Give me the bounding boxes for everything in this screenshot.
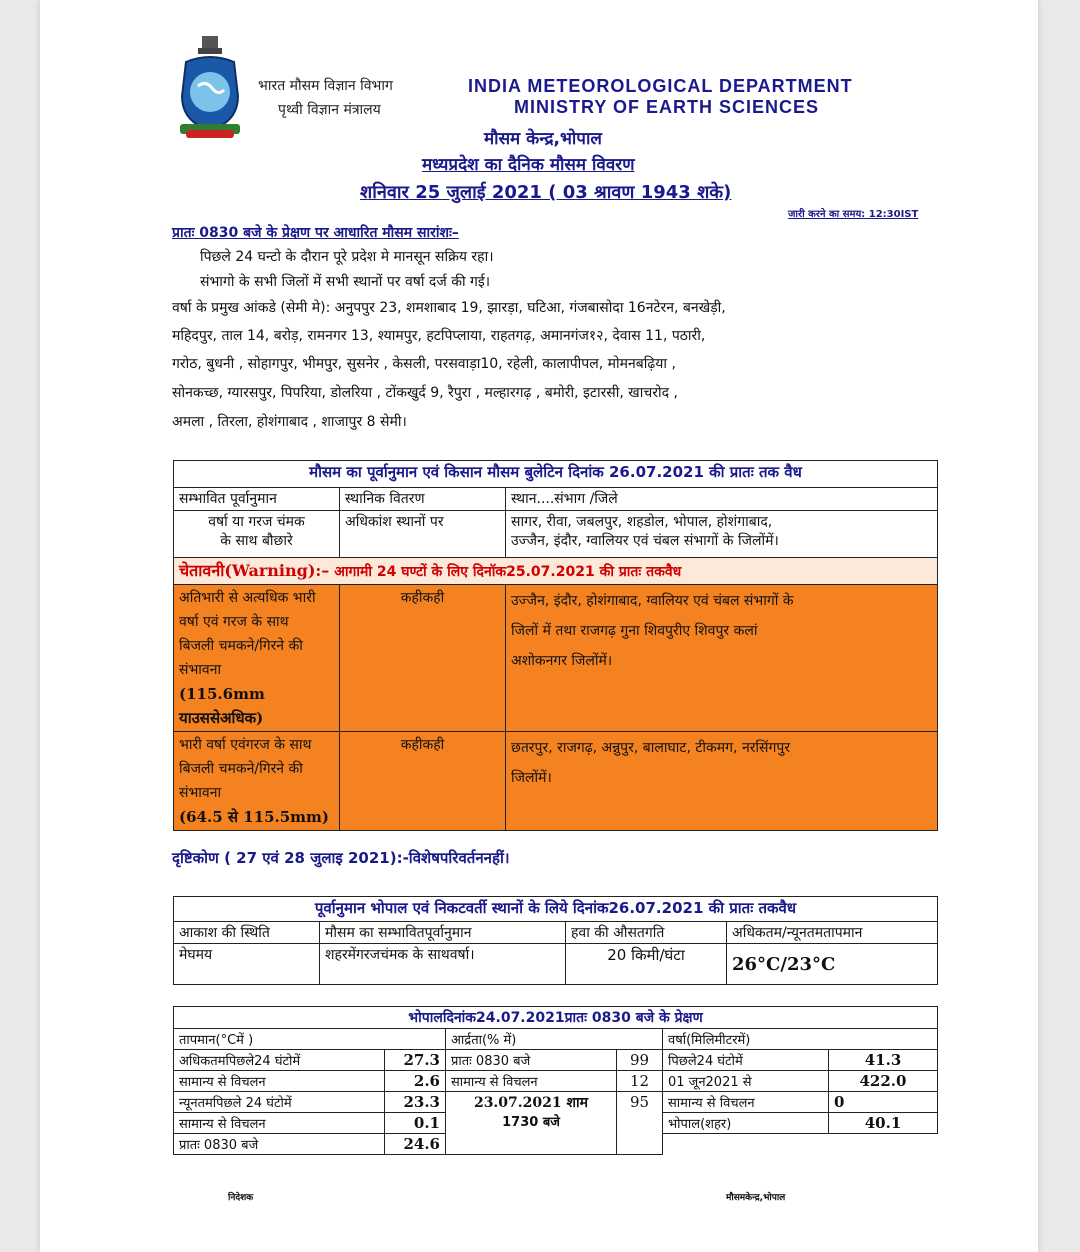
warning-label: चेतावनी(Warning):– [179, 561, 330, 580]
obs-value: 0.1 [385, 1113, 446, 1134]
obs-label: सामान्य से विचलन [446, 1071, 617, 1092]
bhopal-forecast-title: पूर्वानुमान भोपाल एवं निकटवर्ती स्थानों के लिये दिनांक26.07.2021 की प्रातः तकवैध [174, 897, 938, 922]
warning-text: आगामी 24 घण्टों के लिए दिनॉक25.07.2021 की प्रातः तकवैध [334, 564, 682, 580]
obs-label: 01 जून2021 से [663, 1071, 829, 1092]
forecast-col-1: सम्भावित पूर्वानुमान [174, 488, 340, 511]
obs-label: प्रातः 0830 बजे [446, 1050, 617, 1071]
w1-type-line: संभावना [179, 662, 222, 678]
bulletin-page [40, 0, 1038, 1252]
obs-value: 24.6 [385, 1134, 446, 1155]
forecast-title: मौसम का पूर्वानुमान एवं किसान मौसम बुलेटिन दिनांक 26.07.2021 की प्रातः तक वैध [174, 461, 938, 488]
warning-2-distribution: कहीकही [340, 732, 506, 831]
rain-line-5: अमला , तिरला, होशंगाबाद , शाजापुर 8 सेमी। [172, 414, 407, 430]
report-title: मध्यप्रदेश का दैनिक मौसम विवरण [422, 155, 635, 175]
outlook: दृष्टिकोण ( 27 एवं 28 जुलाइ 2021):-विशेषपरिवर्तननहीं। [172, 849, 510, 867]
w2-type-line: भारी वर्षा एवंगरज के साथ [179, 737, 312, 753]
bf-head-weather: मौसम का सम्भावितपूर्वानुमान [320, 922, 566, 944]
warning-1-type [174, 585, 340, 732]
observation-table [173, 1006, 938, 1155]
hindi-dept: भारत मौसम विज्ञान विभाग [258, 78, 393, 94]
obs-value: 40.1 [829, 1113, 938, 1134]
obs-evening-cell [446, 1092, 617, 1155]
obs-label: पिछले24 घंटोमें [663, 1050, 829, 1071]
bf-val-temp: 26°C/23°C [727, 944, 938, 985]
eng-dept: INDIA METEOROLOGICAL DEPARTMENT [468, 76, 853, 96]
forecast-row-places [506, 511, 938, 558]
issue-time: जारी करने का समय: 12:30IST [788, 209, 919, 220]
bf-head-wind: हवा की औसतगति [566, 922, 727, 944]
hindi-ministry: पृथ्वी विज्ञान मंत्रालय [278, 102, 381, 118]
w2-place-line: छतरपुर, राजगढ़, अन्नुपुर, बालाघाट, टीकमग, नरसिंगपुर [511, 740, 791, 756]
rain-line-3: गरोठ, बुधनी , सोहागपुर, भीमपुर, सुसनेर , केसली, परसवाड़ा10, रहेली, कालापीपल, मोमनबढ़िया , [172, 356, 676, 372]
obs-evening-time: 1730 बजे [502, 1115, 560, 1130]
rain-line-1: वर्षा के प्रमुख आंकडे (सेमी मे): अनुपपुर 23, शमशाबाद 19, झारड़ा, घटिआ, गंजबासोदा 16नटेरन, बनखेड़ी, [172, 300, 726, 316]
warning-row [174, 558, 938, 585]
obs-label: सामान्य से विचलन [663, 1092, 829, 1113]
forecast-col-2: स्थानिक वितरण [340, 488, 506, 511]
warning-2-type [174, 732, 340, 831]
warning-1-places [506, 585, 938, 732]
obs-evening-date: 23.07.2021 शाम [473, 1095, 589, 1111]
obs-value: 23.3 [385, 1092, 446, 1113]
obs-value: 99 [617, 1050, 663, 1071]
footer-centre: मौसमकेन्द्र,भोपाल [726, 1193, 786, 1203]
date-line: शनिवार 25 जुलाई 2021 ( 03 श्रावण 1943 शके) [360, 182, 732, 203]
imd-emblem [172, 36, 248, 140]
warning-1-distribution: कहीकही [340, 585, 506, 732]
obs-value: 27.3 [385, 1050, 446, 1071]
obs-hum-head: आर्द्रता(% में) [446, 1029, 663, 1050]
centre-name: मौसम केन्द्र,भोपाल [484, 129, 602, 149]
obs-label: सामान्य से विचलन [174, 1071, 385, 1092]
w1-place-line: अशोकनगर जिलोंमें। [511, 653, 613, 669]
forecast-places-a: सागर, रीवा, जबलपुर, शहडोल, भोपाल, होशंगाबाद, [511, 514, 773, 530]
summary-heading: प्रातः 0830 बजे के प्रेक्षण पर आधारित मौसम सारांशः– [172, 225, 459, 241]
forecast-row-distribution: अधिकांश स्थानों पर [340, 511, 506, 558]
warning-2-places [506, 732, 938, 831]
rain-line-2: महिदपुर, ताल 14, बरोड़, रामनगर 13, श्यामपुर, हटपिप्लाया, राहतगढ़, अमानगंज१२, देवास 11, पठारी, [172, 328, 706, 344]
obs-value: 2.6 [385, 1071, 446, 1092]
w1-threshold: (115.6mm याउससेअधिक) [179, 685, 265, 727]
eng-ministry: MINISTRY OF EARTH SCIENCES [514, 97, 820, 117]
obs-rain-head: वर्षा(मिलिमीटरमें) [663, 1029, 938, 1050]
forecast-type-a: वर्षा या गरज चंमक [208, 514, 305, 530]
w2-place-line: जिलोंमें। [511, 770, 552, 786]
forecast-col-3: स्थान....संभाग /जिले [506, 488, 938, 511]
footer-director: निदेशक [228, 1193, 254, 1203]
w2-threshold: (64.5 से 115.5mm) [179, 808, 330, 826]
obs-empty [829, 1134, 938, 1155]
summary-line-2: संभागो के सभी जिलों में सभी स्थानों पर वर्षा दर्ज की गई। [200, 274, 491, 290]
bf-head-temp: अधिकतम/न्यूनतमतापमान [727, 922, 938, 944]
obs-value: 41.3 [829, 1050, 938, 1071]
obs-label: न्यूनतमपिछले 24 घंटोमें [174, 1092, 385, 1113]
bf-head-sky: आकाश की स्थिति [174, 922, 320, 944]
obs-label: अधिकतमपिछले24 घंटोमें [174, 1050, 385, 1071]
w1-place-line: जिलों में तथा राजगढ़ गुना शिवपुरीए शिवपुर कलां [511, 623, 758, 639]
w2-type-line: बिजली चमकने/गिरने की [179, 761, 303, 777]
obs-value: 0 [829, 1092, 938, 1113]
forecast-table [173, 460, 938, 831]
obs-label: भोपाल(शहर) [663, 1113, 829, 1134]
obs-value: 95 [617, 1092, 663, 1155]
rain-line-4: सोनकच्छ, ग्यारसपुर, पिपरिया, डोलरिया , टोंकखुर्द 9, रैपुरा , मल्हारगढ़ , बमोरी, इटारसी, खाचरोद , [172, 385, 678, 401]
obs-value: 422.0 [829, 1071, 938, 1092]
w1-place-line: उज्जैन, इंदौर, होशंगाबाद, ग्वालियर एवं चंबल संभागों के [511, 593, 794, 609]
obs-label: प्रातः 0830 बजे [174, 1134, 385, 1155]
obs-title: भोपालदिनांक24.07.2021प्रातः 0830 बजे के प्रेक्षण [174, 1007, 938, 1029]
forecast-type-b: के साथ बौछारे [220, 533, 293, 549]
bf-val-weather: शहरमेंगरजचंमक के साथवर्षा। [320, 944, 566, 985]
w1-type-line: अतिभारी से अत्यधिक भारी [179, 590, 316, 606]
w2-type-line: संभावना [179, 785, 222, 801]
forecast-places-b: उज्जैन, इंदौर, ग्वालियर एवं चंबल संभागों के जिलोंमें। [511, 533, 779, 549]
w1-type-line: बिजली चमकने/गिरने की [179, 638, 303, 654]
obs-empty [663, 1134, 829, 1155]
bhopal-forecast-table [173, 896, 938, 985]
bf-val-sky: मेघमय [174, 944, 320, 985]
obs-value: 12 [617, 1071, 663, 1092]
bf-val-wind: 20 किमी/घंटा [566, 944, 727, 985]
summary-line-1: पिछले 24 घन्टो के दौरान पूरे प्रदेश मे मानसून सक्रिय रहा। [200, 249, 494, 265]
forecast-row-type [174, 511, 340, 558]
w1-type-line: वर्षा एवं गरज के साथ [179, 614, 289, 630]
obs-label: सामान्य से विचलन [174, 1113, 385, 1134]
obs-temp-head: तापमान(°Cमें ) [174, 1029, 446, 1050]
